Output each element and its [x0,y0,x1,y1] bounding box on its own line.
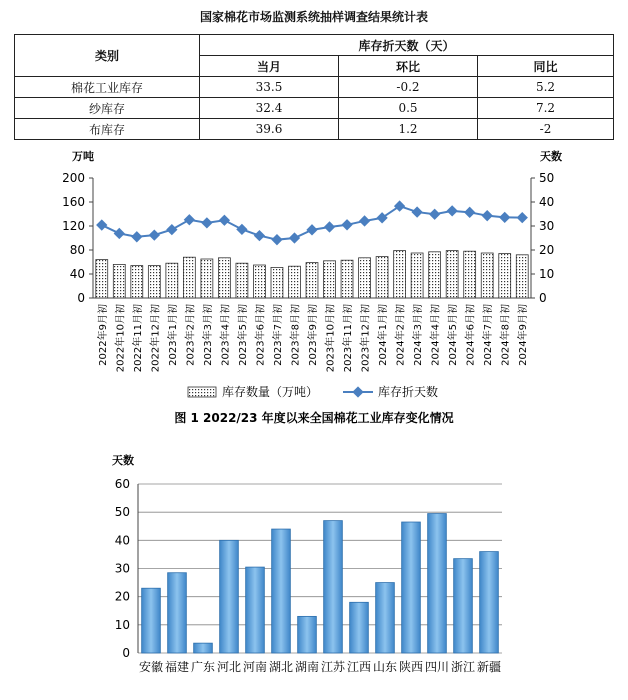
y-tick-label: 20 [114,589,130,604]
days-point [271,234,282,245]
row-label: 布库存 [15,119,200,140]
table-row [15,77,614,98]
y-tick-label: 30 [114,561,130,576]
days-point [96,219,107,230]
inventory-bar [341,260,353,298]
inventory-bar [429,252,441,298]
x-tick-label: 江西 [346,660,372,674]
province-bar [480,552,499,653]
header-yoy: 同比 [478,56,614,77]
cell-mom: 1.2 [339,119,478,140]
province-bar [168,573,187,653]
inventory-bar [131,266,143,298]
x-tick-label: 浙江 [450,660,476,674]
inventory-bar [183,257,195,298]
y-right-tick-label: 40 [539,195,555,209]
x-tick-label: 2023年1月初 [167,304,179,366]
inventory-bar [253,265,265,298]
inventory-bar [516,255,528,298]
x-tick-label: 2023年7月初 [272,304,284,366]
inventory-bar [464,251,476,298]
x-tick-label: 2024年9月初 [518,304,530,366]
y-left-tick-label: 200 [62,171,85,185]
days-point [289,232,300,243]
inventory-bar [499,254,511,298]
legend-line-marker [352,386,363,397]
x-tick-label: 2023年4月初 [220,304,232,366]
days-point [411,206,422,217]
x-tick-label: 2024年3月初 [413,304,425,366]
x-tick-label: 陕西 [398,660,424,674]
x-tick-label: 河南 [242,660,268,674]
days-point [184,214,195,225]
days-point [429,209,440,220]
y-right-tick-label: 30 [539,219,555,233]
inventory-bar [411,253,423,298]
y-left-tick-label: 80 [69,243,85,257]
days-point [359,215,370,226]
inventory-bar [236,263,248,298]
header-mom: 环比 [339,56,478,77]
inventory-bar [113,264,125,298]
province-bar [298,616,317,653]
x-tick-label: 新疆 [476,660,502,674]
stats-table [14,34,614,140]
y-left-tick-label: 40 [69,267,85,281]
province-bar [324,521,343,653]
province-bar [142,588,161,653]
days-point [447,205,458,216]
days-point [114,228,125,239]
inventory-bar [394,251,406,298]
days-point [394,200,405,211]
days-point [517,212,528,223]
x-tick-label: 2023年6月初 [255,304,267,366]
inventory-bar [201,259,213,298]
days-point [219,215,230,226]
y-right-tick-label: 10 [539,267,555,281]
x-tick-label: 2024年2月初 [395,304,407,366]
days-point [324,221,335,232]
x-tick-label: 2024年1月初 [378,304,390,366]
inventory-bar [306,263,318,298]
header-group: 库存折天数（天） [200,35,614,56]
days-point [236,224,247,235]
days-point [499,212,510,223]
legend-bar-swatch [188,387,216,397]
x-tick-label: 湖北 [268,660,294,674]
cell-mom: -0.2 [339,77,478,98]
cell-current: 32.4 [200,98,339,119]
inventory-bar [271,267,283,298]
days-point [201,217,212,228]
x-tick-label: 2023年11月初 [343,304,355,373]
cell-current: 39.6 [200,119,339,140]
cell-mom: 0.5 [339,98,478,119]
y-left-tick-label: 120 [62,219,85,233]
table-title: 国家棉花市场监测系统抽样调查结果统计表 [199,10,428,24]
x-tick-label: 广东 [190,660,216,674]
x-tick-label: 2023年9月初 [308,304,319,366]
x-tick-label: 2024年5月初 [448,304,460,366]
inventory-combo-chart [0,146,628,426]
province-bar [220,540,239,653]
x-tick-label: 2023年12月初 [360,304,372,373]
days-point [131,231,142,242]
y-left-tick-label: 0 [77,291,85,305]
days-point [464,207,475,218]
inventory-bar [376,257,388,298]
header-current: 当月 [200,56,339,77]
days-point [376,212,387,223]
x-tick-label: 2024年8月初 [500,303,512,366]
x-tick-label: 2024年6月初 [465,304,477,366]
days-point [341,219,352,230]
x-tick-label: 2023年10月初 [325,304,337,373]
x-tick-label: 2022年9月初 [97,304,109,366]
y-right-tick-label: 20 [539,243,555,257]
x-tick-label: 2023年3月初 [202,304,214,366]
cell-current: 33.5 [200,77,339,98]
y-left-unit-label: 万吨 [72,150,94,163]
province-bar [402,522,421,653]
inventory-bar [481,253,493,298]
y-unit-label: 天数 [112,454,134,467]
days-point [254,230,265,241]
table-row [15,98,614,119]
x-tick-label: 2022年11月初 [132,304,144,373]
x-tick-label: 2023年2月初 [185,304,197,366]
days-point [149,229,160,240]
days-point [166,224,177,235]
y-tick-label: 60 [114,477,130,491]
y-tick-label: 10 [114,617,130,632]
x-tick-label: 湖南 [294,660,320,674]
province-days-bar-chart [0,424,628,700]
x-tick-label: 2023年8月初 [290,304,302,366]
row-label: 棉花工业库存 [15,77,200,98]
cell-yoy: -2 [478,119,614,140]
inventory-bar [218,258,230,298]
cell-yoy: 7.2 [478,98,614,119]
x-tick-label: 2024年4月初 [430,304,442,366]
x-tick-label: 福建 [164,660,190,674]
inventory-bar [446,251,458,298]
y-right-unit-label: 天数 [540,150,562,163]
inventory-bar [166,263,178,298]
legend-bar-label: 库存数量（万吨） [222,385,319,399]
chart-caption: 图 1 2022/23 年度以来全国棉花工业库存变化情况 [174,411,454,425]
row-label: 纱库存 [15,98,200,119]
inventory-bar [96,260,108,298]
y-left-tick-label: 160 [62,195,85,209]
x-tick-label: 江苏 [320,660,346,674]
y-right-tick-label: 0 [539,291,547,305]
x-tick-label: 四川 [424,660,450,674]
inventory-bar [359,258,371,298]
province-bar [194,643,213,653]
legend-line-label: 库存折天数 [378,385,439,399]
table-row [15,119,614,140]
inventory-bar [148,266,160,298]
x-tick-label: 2022年10月初 [115,304,127,373]
header-category: 类别 [15,35,200,77]
province-bar [350,602,369,653]
days-point [306,224,317,235]
y-tick-label: 50 [114,505,130,520]
days-point [482,210,493,221]
x-tick-label: 2024年7月初 [483,304,495,366]
y-tick-label: 0 [122,646,130,660]
x-tick-label: 河北 [216,660,242,674]
province-bar [272,529,291,653]
x-tick-label: 安徽 [138,660,164,674]
province-bar [428,514,447,653]
y-right-tick-label: 50 [539,171,555,185]
x-tick-label: 2023年5月初 [237,304,249,366]
inventory-bar [289,266,301,298]
y-tick-label: 40 [114,533,130,548]
province-bar [376,583,395,653]
inventory-bar [324,261,336,298]
x-tick-label: 2022年12月初 [150,304,162,373]
cell-yoy: 5.2 [478,77,614,98]
province-bar [454,559,473,653]
province-bar [246,567,265,653]
x-tick-label: 山东 [372,660,398,674]
